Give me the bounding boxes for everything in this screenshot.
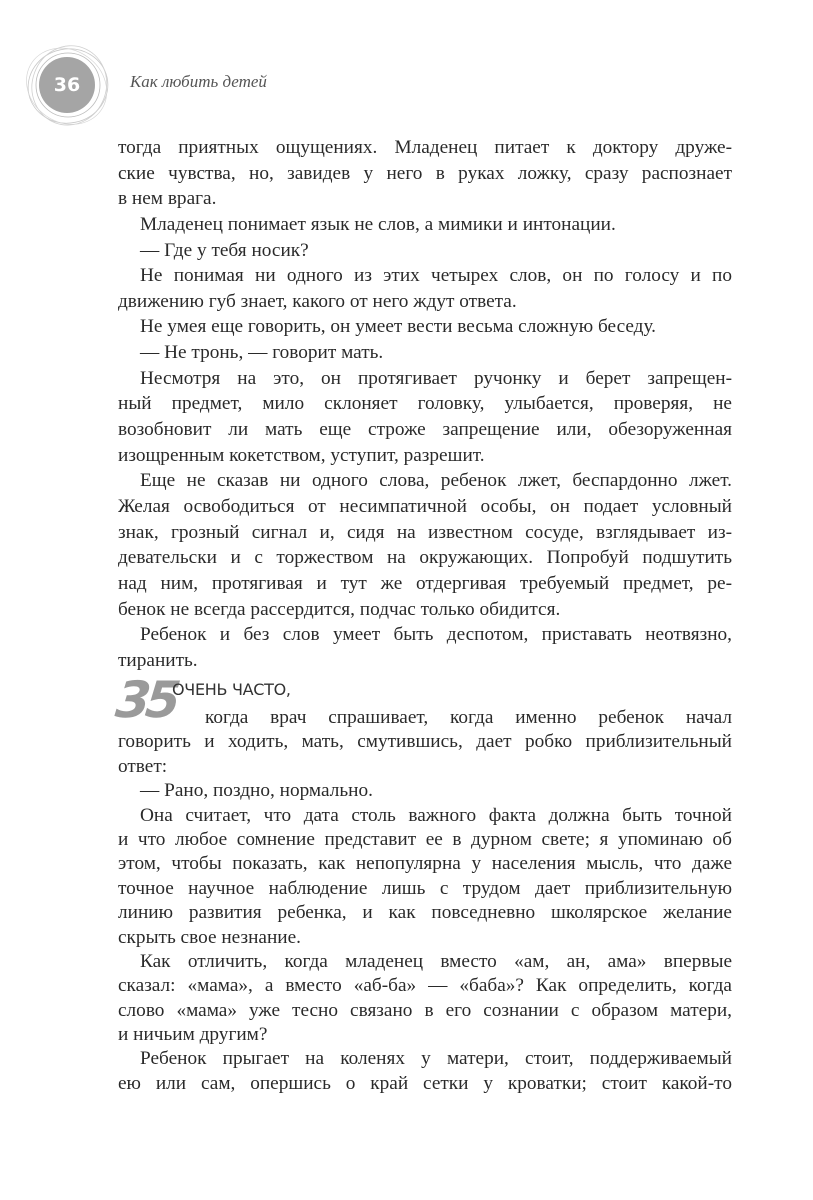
text-line: Не умея еще говорить, он умеет вести весьма сложную беседу. [140, 316, 657, 338]
text-line: тогда приятных ощущениях. Младенец питает к доктору друже- [118, 137, 732, 158]
text-line: точное научное наблюдение лишь с трудом дает приблизительную [118, 877, 732, 899]
text-line: Еще не сказав ни одного слова, ребенок лжет, беспардонно лжет. [140, 470, 732, 492]
text-line: девательски и с торжеством на окружающих. Попробуй подшутить [118, 547, 732, 569]
text-line: скрыть свое незнание. [118, 926, 301, 948]
text-line: над ним, протягивая и тут же отдергивая требуемый предмет, ре- [118, 572, 732, 594]
text-line: знак, грозный сигнал и, сидя на известном сосуде, взглядывает из- [118, 521, 732, 543]
text-line: Младенец понимает язык не слов, а мимики и интонации. [140, 213, 616, 235]
section-number: 35 [112, 671, 179, 729]
text-line: сказал: «мама», а вместо «аб-ба» — «баба»? Как определить, когда [118, 975, 732, 997]
text-line: Не понимая ни одного из этих четырех слов, он по голосу и по [140, 265, 732, 287]
text-line: в нем врага. [118, 188, 217, 210]
text-line: слово «мама» уже тесно связано в его сознании с образом матери, [118, 999, 732, 1021]
text-line: ответ: [118, 755, 168, 777]
text-line: говорить и ходить, мать, смутившись, дает робко приблизительный [118, 731, 732, 753]
text-line: изощренным кокетством, уступит, разрешит. [118, 444, 485, 466]
text-line: Как отличить, когда младенец вместо «ам, ан, ама» впервые [140, 950, 732, 972]
text-line: Она считает, что дата столь важного факта должна быть точной [140, 804, 732, 826]
text-line: — Где у тебя носик? [140, 239, 309, 261]
section-title: ОЧЕНЬ ЧАСТО, [172, 680, 291, 699]
text-line: линию развития ребенка, и как повседневно школярское желание [118, 902, 732, 924]
page-number: 36 [39, 57, 95, 113]
text-line: Желая освободиться от несимпатичной особы, он подает условный [118, 495, 732, 517]
text-line: возобновит ли мать еще строже запрещение или, обезоруженная [118, 419, 732, 441]
text-line: Несмотря на это, он протягивает ручонку и берет запрещен- [140, 367, 732, 389]
text-line: Ребенок прыгает на коленях у матери, стоит, поддерживаемый [140, 1048, 732, 1070]
text-line: этом, чтобы показать, как непопулярна у населения мысль, что даже [118, 853, 732, 875]
text-line: когда врач спрашивает, когда именно ребенок начал [205, 707, 732, 728]
text-line: бенок не всегда рассердится, подчас только обидится. [118, 598, 561, 620]
text-block-2 [118, 706, 732, 1096]
text-line: ские чувства, но, завидев у него в руках ложку, сразу распознает [118, 162, 732, 184]
text-line: и что любое сомнение представит ее в дурном свете; я упоминаю об [118, 828, 732, 850]
running-title: Как любить детей [130, 72, 267, 91]
text-line: ею или сам, опершись о край сетки у кроватки; стоит какой-то [118, 1072, 732, 1094]
text-line: и ничьим другим? [118, 1024, 268, 1046]
text-line: — Рано, поздно, нормально. [140, 780, 373, 802]
text-line: тиранить. [118, 649, 198, 671]
text-line: движению губ знает, какого от него ждут ответа. [118, 290, 517, 312]
text-line: — Не тронь, — говорит мать. [140, 342, 384, 364]
text-line: ный предмет, мило склоняет головку, улыбается, проверяя, не [118, 393, 732, 415]
text-line: Ребенок и без слов умеет быть деспотом, приставать неотвязно, [140, 624, 732, 646]
text-block-1 [118, 135, 732, 673]
